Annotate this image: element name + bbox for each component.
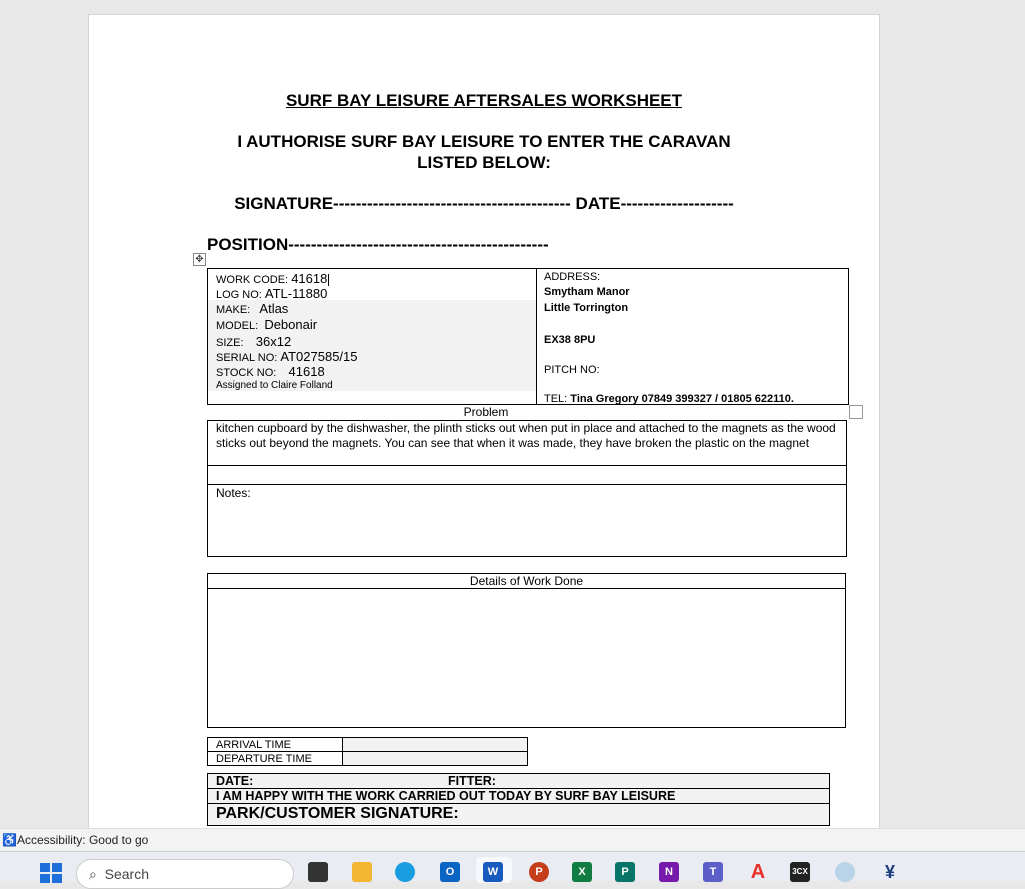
search-placeholder: Search (104, 866, 149, 882)
table-add-handle-icon[interactable] (849, 405, 863, 419)
auth-line-2: LISTED BELOW: (417, 153, 551, 172)
word-icon[interactable]: W (483, 862, 503, 882)
stock-no: STOCK NO: 41618 (216, 364, 325, 379)
taskbar-search[interactable] (76, 859, 294, 889)
satisfaction-statement: I AM HAPPY WITH THE WORK CARRIED OUT TODAY BY SURF BAY LEISURE (208, 789, 829, 804)
search-icon: ⌕ (89, 866, 97, 882)
task-view-icon[interactable] (308, 862, 328, 882)
doc-title: SURF BAY LEISURE AFTERSALES WORKSHEET (285, 91, 683, 110)
postcode: EX38 8PU (544, 334, 596, 346)
address-line-1: Smytham Manor (544, 286, 630, 298)
file-explorer-icon[interactable] (352, 862, 372, 882)
model: MODEL: Debonair (216, 317, 318, 332)
work-done-header: Details of Work Done (208, 574, 845, 589)
problem-table (207, 420, 847, 557)
park-customer-signature: PARK/CUSTOMER SIGNATURE: (216, 805, 459, 822)
size: SIZE: 36x12 (216, 334, 292, 349)
windows-start-icon[interactable] (40, 863, 62, 883)
document-page[interactable] (88, 14, 880, 844)
browser-icon[interactable] (835, 862, 855, 882)
make: MAKE: Atlas (216, 301, 289, 316)
taskbar (0, 851, 1025, 881)
departure-time-label: DEPARTURE TIME (216, 753, 312, 765)
table-move-handle-icon[interactable]: ✥ (193, 253, 206, 266)
signature-line: SIGNATURE------------------------------------------ DATE-------------------- (234, 194, 734, 213)
onenote-icon[interactable]: N (659, 862, 679, 882)
log-no: LOG NO: ATL-11880 (216, 286, 328, 301)
acrobat-icon[interactable]: A (750, 861, 766, 883)
pitch-label: PITCH NO: (544, 364, 600, 376)
signoff-table (207, 773, 830, 826)
accessibility-status[interactable]: Accessibility: Good to go (16, 833, 149, 847)
powerpoint-icon[interactable]: P (529, 862, 549, 882)
position-line: POSITION---------------------------------------------- (207, 235, 549, 254)
problem-text[interactable]: kitchen cupboard by the dishwasher, the plinth sticks out when put in place and attached to the magnets as the wood sticks out beyond the magnets. You can see that when it was made, they have broken the plastic on the magnet (216, 421, 836, 450)
notes-label[interactable]: Notes: (208, 484, 846, 501)
serial-no: SERIAL NO: AT027585/15 (216, 349, 358, 364)
teams-icon[interactable]: T (703, 862, 723, 882)
problem-header: Problem (463, 405, 509, 419)
times-table (207, 737, 528, 766)
address-label: ADDRESS: (544, 271, 601, 283)
work-code[interactable]: WORK CODE: 41618 (216, 271, 328, 286)
status-bar (0, 828, 1025, 851)
address-line-2: Little Torrington (544, 302, 629, 314)
edge-icon[interactable] (395, 862, 415, 882)
accessibility-icon[interactable]: ♿ (2, 833, 17, 847)
telephone: TEL: Tina Gregory 07849 399327 / 01805 622110. (544, 393, 794, 405)
fitter-label: FITTER: (448, 774, 496, 788)
info-table (207, 268, 849, 405)
auth-line-1: I AUTHORISE SURF BAY LEISURE TO ENTER THE CARAVAN (237, 132, 731, 151)
assigned-to: Assigned to Claire Folland (216, 380, 333, 391)
outlook-icon[interactable]: O (440, 862, 460, 882)
3cx-icon[interactable]: 3CX (790, 862, 810, 882)
app-icon[interactable]: ¥ (884, 862, 895, 882)
work-done-table (207, 573, 846, 728)
date-label: DATE: (216, 774, 254, 788)
publisher-icon[interactable]: P (615, 862, 635, 882)
arrival-time-label: ARRIVAL TIME (216, 739, 291, 751)
excel-icon[interactable]: X (572, 862, 592, 882)
